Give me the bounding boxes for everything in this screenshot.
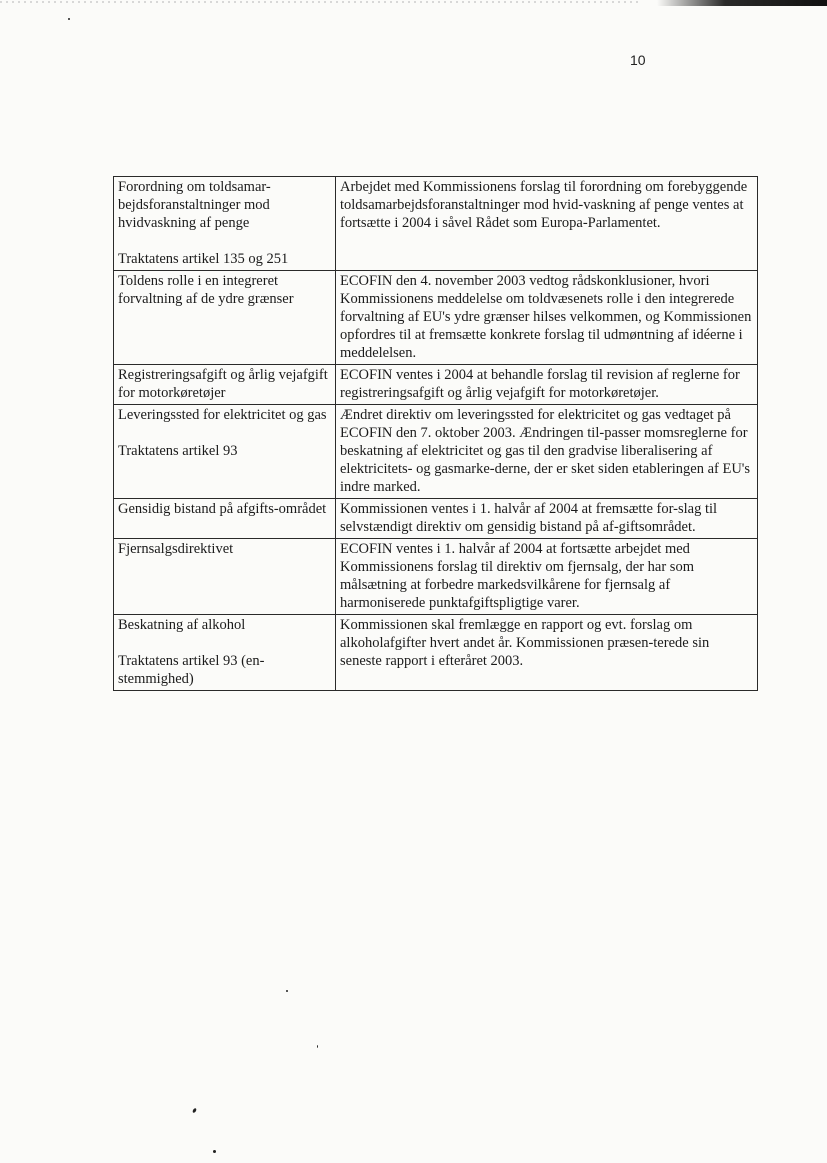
policy-table [113,176,758,691]
status-cell: Kommissionen ventes i 1. halvår af 2004 at fremsætte for-slag til selvstændigt direktiv om gensidig bistand på af-giftsområdet. [336,499,758,539]
page-number: 10 [630,52,646,68]
treaty-reference: Traktatens artikel 93 (en-stemmighed) [118,653,265,687]
table-row [114,539,758,615]
topic-title: Beskatning af alkohol [118,617,246,633]
topic-title: Forordning om toldsamar-bejdsforanstaltninger mod hvidvaskning af penge [118,179,271,231]
topic-cell [114,271,336,365]
status-cell: Kommissionen skal fremlægge en rapport og evt. forslag om alkoholafgifter hvert andet år. Kommissionen præsen-terede sin seneste rapport i efteråret 2003. [336,615,758,691]
scan-edge-artifact [0,0,827,8]
table-row [114,499,758,539]
status-cell: Arbejdet med Kommissionens forslag til forordning om forebyggende toldsamarbejdsforanstaltninger mod hvid-vaskning af penge ventes at fortsætte i 2004 i såvel Rådet som Europa-Parlamentet. [336,177,758,271]
table-row [114,177,758,271]
treaty-reference: Traktatens artikel 93 [118,443,238,459]
table-row [114,365,758,405]
scan-speck [317,1045,318,1048]
topic-title: Fjernsalgsdirektivet [118,541,234,557]
scan-speck [68,18,70,20]
topic-cell [114,177,336,271]
status-cell: ECOFIN ventes i 2004 at behandle forslag til revision af reglerne for registreringsafgift og årlig vejafgift for motorkøretøjer. [336,365,758,405]
treaty-reference: Traktatens artikel 135 og 251 [118,251,289,267]
table-row [114,405,758,499]
topic-cell [114,499,336,539]
topic-cell [114,615,336,691]
topic-cell [114,365,336,405]
topic-title: Registreringsafgift og årlig vejafgift for motorkøretøjer [118,367,328,401]
status-cell: ECOFIN ventes i 1. halvår af 2004 at fortsætte arbejdet med Kommissionens forslag til direktiv om fjernsalg, der har som målsætning at forbedre markedsvilkårene for fjernsalg af harmoniserede punktafgiftspligtige varer. [336,539,758,615]
scan-speck [192,1108,197,1114]
status-cell: ECOFIN den 4. november 2003 vedtog rådskonklusioner, hvori Kommissionens meddelelse om toldvæsenets rolle i den integrerede forvaltning af EU's ydre grænser hilses velkommen, og Kommissionen opfordres til at fremsætte konkrete forslag til udmøntning af idéerne i meddelelsen. [336,271,758,365]
topic-cell [114,405,336,499]
scan-speck [286,990,288,992]
table-row [114,271,758,365]
scan-speck [213,1150,216,1153]
topic-title: Toldens rolle i en integreret forvaltning af de ydre grænser [118,273,294,307]
status-cell: Ændret direktiv om leveringssted for elektricitet og gas vedtaget på ECOFIN den 7. oktober 2003. Ændringen til-passer momsreglerne for beskatning af elektricitet og gas til den gradvise liberalisering af elektricitets- og gasmarke-derne, der er sket siden etableringen af EU's indre marked. [336,405,758,499]
topic-title: Leveringssted for elektricitet og gas [118,407,327,423]
topic-title: Gensidig bistand på afgifts-området [118,501,327,517]
table-row [114,615,758,691]
topic-cell [114,539,336,615]
